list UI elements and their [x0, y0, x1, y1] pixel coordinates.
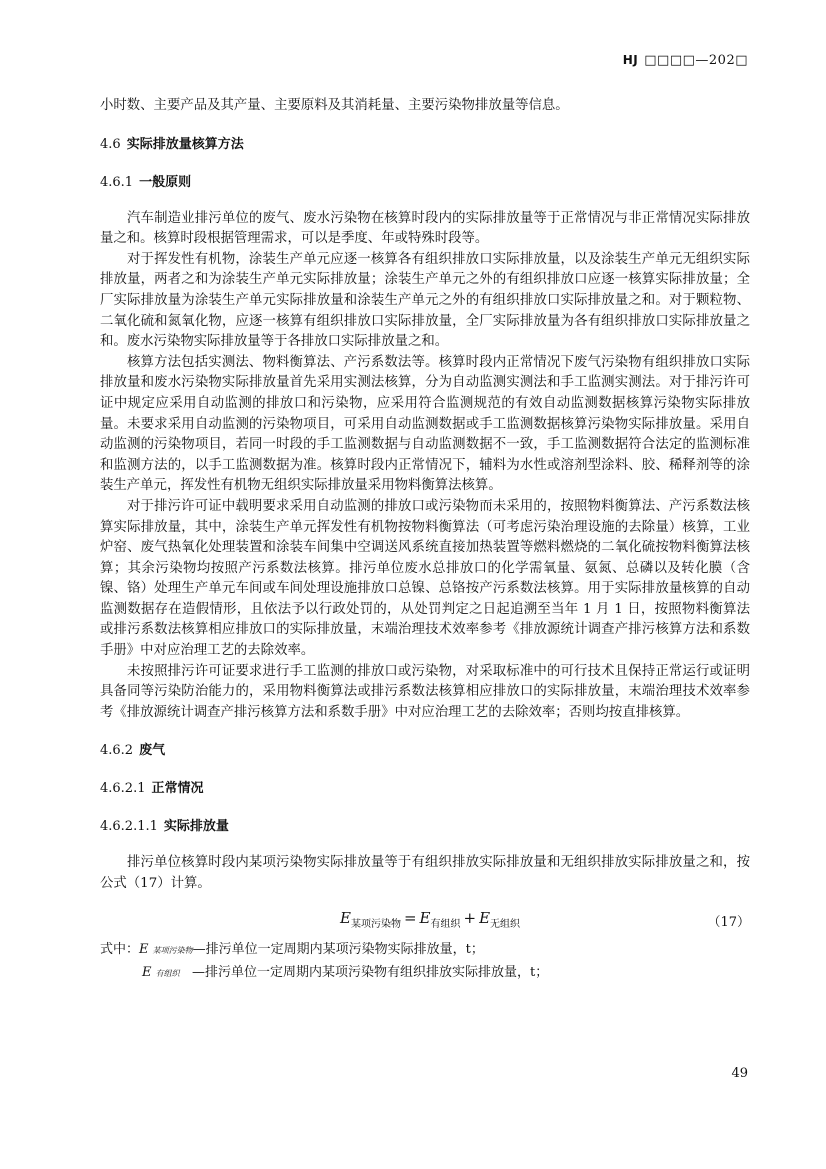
section-heading-4-6-2-1: 4.6.2.1 正常情况	[100, 781, 204, 797]
formula-expression: $E_{某项污染物} = E_{有组织} + E_{无组织}$	[340, 908, 521, 930]
page-header	[623, 53, 748, 68]
section-heading-4-6-2-1-1: 4.6.2.1.1 实际排放量	[100, 819, 229, 835]
section-heading-4-6-2: 4.6.2 废气	[100, 743, 166, 759]
definition-line: 式中：E 某项污染物—排污单位一定周期内某项污染物实际排放量，t；	[100, 941, 484, 957]
paragraph: 汽车制造业排污单位的废气、废水污染物在核算时段内的实际排放量等于正常情况与非正常情况实际排放量之和。核算时段根据管理需求，可以是季度、年或特殊时段等。	[100, 210, 750, 247]
equation-number: （17）	[707, 914, 750, 930]
section-heading-4-6-1: 4.6.1 一般原则	[100, 174, 192, 190]
formula-17	[100, 905, 750, 939]
paragraph: 对于排污许可证中载明要求采用自动监测的排放口或污染物而未采用的，按照物料衡算法、产污系数法核算实际排放量，其中，涂装生产单元挥发性有机物按物料衡算法（可考虑污染治理设施的去除量）核算，工业炉窑、废气热氧化处理装置和涂装车间集中空调送风系统直接加热装置等燃料燃烧的二氧化硫按物料衡算法核算；其余污染物均按照产污系数法核算。排污单位废水总排放口的化学需氧量、氨氮、总磷以及转化膜（含镍、铬）处理生产单元车间或车间处理设施排放口总镍、总铬按产污系数法核算。用于实际排放量核算的自动监测数据存在造假情形，且依法予以行政处罚的，从处罚判定之日起追溯至当年 1 月 1 日，按照物料衡算法或排污系数法核算相应排放口的实际排放量，末端治理技术效率参考《排放源统计调查产排污核算方法和系数手册》中对应治理工艺的去除效率。	[100, 498, 750, 659]
standard-prefix: HJ	[622, 53, 639, 67]
paragraph: 未按照排污许可证要求进行手工监测的排放口或污染物，对采取标准中的可行技术且保持正常运行或证明具备同等污染防治能力的，采用物料衡算法或排污系数法核算相应排放口的实际排放量，末端治理技术效率参考《排放源统计调查产排污核算方法和系数手册》中对应治理工艺的去除效率；否则均按直排核算。	[100, 663, 750, 720]
standard-code: □□□□—202□	[644, 53, 748, 68]
definition-line: E 有组织 —排污单位一定周期内某项污染物有组织排放实际排放量，t；	[142, 964, 549, 980]
intro-text: 小时数、主要产品及其产量、主要原料及其消耗量、主要污染物排放量等信息。	[100, 98, 569, 113]
page-number: 49	[731, 1066, 748, 1081]
formula-definitions	[100, 939, 750, 985]
document-body	[100, 96, 750, 985]
formula-intro-paragraph: 排污单位核算时段内某项污染物实际排放量等于有组织排放实际排放量和无组织排放实际排放量之和，按公式（17）计算。	[100, 855, 750, 892]
paragraph: 核算方法包括实测法、物料衡算法、产污系数法等。核算时段内正常情况下废气污染物有组织排放口实际排放量和废水污染物实际排放量首先采用实测法核算，分为自动监测实测法和手工监测实测法。对于排污许可证中规定应采用自动监测的排放口和污染物，应采用符合监测规范的有效自动监测数据核算污染物实际排放量。未要求采用自动监测的污染物项目，可采用自动监测数据或手工监测数据核算污染物实际排放量。采用自动监测的污染物项目，若同一时段的手工监测数据与自动监测数据不一致，手工监测数据符合法定的监测标准和监测方法的，以手工监测数据为准。核算时段内正常情况下，辅料为水性或溶剂型涂料、胶、稀释剂等的涂装生产单元，挥发性有机物无组织实际排放量采用物料衡算法核算。	[100, 354, 750, 494]
section-heading-4-6: 4.6 实际排放量核算方法	[100, 136, 244, 152]
paragraph: 对于挥发性有机物，涂装生产单元应逐一核算各有组织排放口实际排放量，以及涂装生产单元无组织实际排放量，两者之和为涂装生产单元实际排放量；涂装生产单元之外的有组织排放口应逐一核算实际排放量；全厂实际排放量为涂装生产单元实际排放量和涂装生产单元之外的有组织排放口实际排放量之和。对于颗粒物、二氧化硫和氮氧化物，应逐一核算有组织排放口实际排放量，全厂实际排放量为各有组织排放口实际排放量之和。废水污染物实际排放量等于各排放口实际排放量之和。	[100, 251, 750, 350]
